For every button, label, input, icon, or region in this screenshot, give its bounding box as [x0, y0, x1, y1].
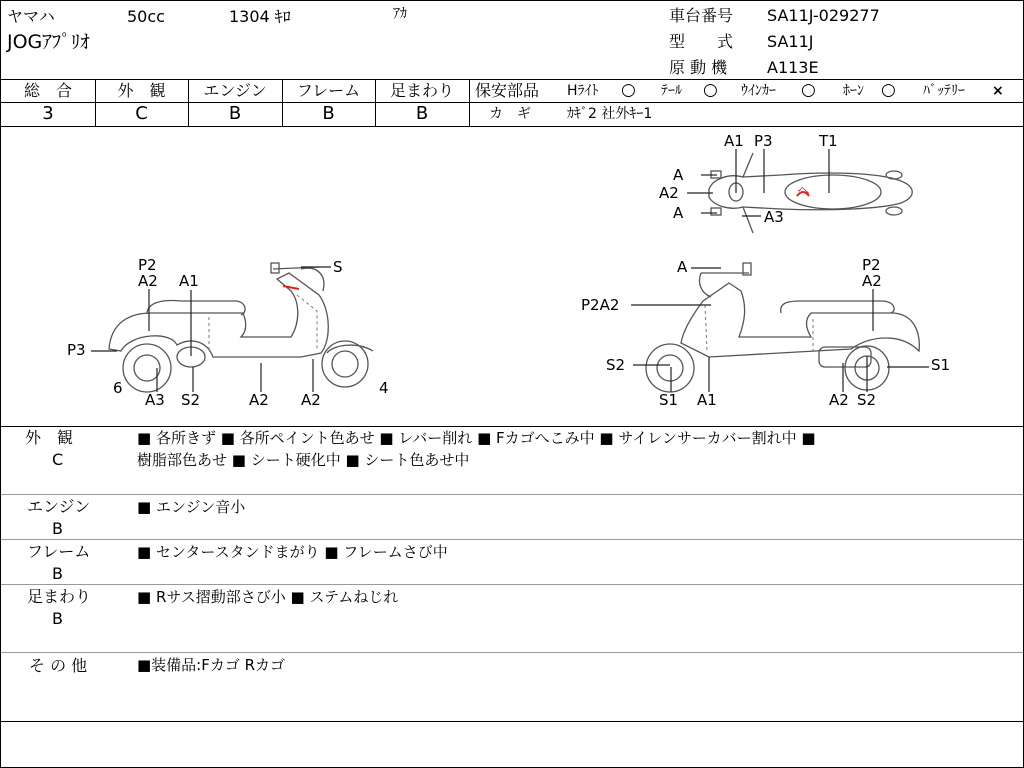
- maker: ヤマハ: [7, 7, 55, 26]
- diagram-label: A1: [179, 272, 199, 290]
- safety-mark-horn: ○: [881, 80, 896, 100]
- scratch-mark: ヘ: [797, 184, 811, 199]
- divider: [469, 102, 1023, 103]
- divider: [469, 79, 470, 126]
- remark-line: ■ エンジン音小: [137, 498, 246, 516]
- safety-item-battery: ﾊﾞｯﾃﾘｰ: [923, 83, 965, 99]
- diagram-label: A2: [829, 391, 849, 409]
- right-side-view: [631, 263, 929, 392]
- grade-label-overall: 総 合: [23, 81, 72, 100]
- frame-no-label: 車台番号: [669, 6, 734, 25]
- key-label: カ ギ: [489, 106, 531, 122]
- diagram-label: A2: [862, 272, 882, 290]
- remark-grade-exterior: C: [52, 450, 64, 469]
- remark-line: ■ センタースタンドまがり ■ フレームさび中: [137, 543, 448, 561]
- diagram-label: A2: [659, 184, 679, 202]
- grade-label-engine: エンジン: [203, 81, 267, 100]
- remark-line: ■装備品:Fカゴ Rカゴ: [137, 656, 286, 674]
- diagram-label: A: [673, 166, 684, 184]
- grade-label-exterior: 外 観: [117, 81, 166, 100]
- grade-value-frame: B: [322, 103, 335, 124]
- diagram-label: P2: [138, 256, 157, 274]
- diagram-label: 4: [379, 379, 389, 397]
- diagram-label: P3: [67, 341, 86, 359]
- safety-mark-battery: ×: [992, 83, 1004, 99]
- grade-value-engine: B: [228, 103, 242, 124]
- diagram-label: A: [673, 204, 684, 222]
- divider: [1, 652, 1023, 653]
- left-side-view: [91, 263, 373, 392]
- diagram-label: A2: [138, 272, 158, 290]
- type-value: SA11J: [767, 32, 814, 51]
- safety-item-tail: ﾃｰﾙ: [661, 83, 682, 99]
- frame-no-value: SA11J-029277: [767, 6, 880, 25]
- safety-mark-tail: ○: [703, 80, 718, 100]
- diagram-label: A: [677, 258, 688, 276]
- diagram-label: S2: [606, 356, 626, 374]
- mileage: 1304 ｷﾛ: [229, 7, 291, 26]
- diagram-label: P2A2: [581, 296, 620, 314]
- grade-value-overall: 3: [42, 103, 54, 124]
- safety-mark-winker: ○: [801, 80, 816, 100]
- grade-value-exterior: C: [135, 103, 148, 124]
- grade-label-frame: フレーム: [296, 81, 361, 100]
- remark-label-engine: エンジン: [27, 497, 91, 516]
- divider: [1, 494, 1023, 495]
- remark-label-exterior: 外 観: [25, 428, 74, 447]
- safety-title: 保安部品: [475, 81, 540, 100]
- remark-line: ■ Rサス摺動部さび小 ■ ステムねじれ: [137, 588, 399, 606]
- key-value: ｶｷﾞ2 社外ｷｰ1: [567, 106, 653, 122]
- diagram-label: S2: [181, 391, 201, 409]
- remark-line: 樹脂部色あせ ■ シート硬化中 ■ シート色あせ中: [137, 451, 470, 469]
- remark-label-suspension: 足まわり: [27, 587, 92, 606]
- divider: [1, 79, 1023, 80]
- engine-value: A113E: [767, 58, 819, 77]
- remark-label-frame: フレーム: [27, 542, 91, 561]
- diagram-label: P3: [754, 132, 773, 150]
- divider: [1, 539, 1023, 540]
- remark-label-other: そ の 他: [29, 656, 88, 675]
- remark-grade-suspension: B: [52, 609, 63, 628]
- divider: [1, 721, 1023, 722]
- diagram-label: A1: [724, 132, 744, 150]
- divider: [1, 584, 1023, 585]
- color: ｱｶ: [393, 6, 407, 22]
- grade-label-suspension: 足まわり: [389, 81, 454, 100]
- diagram-label: A3: [764, 208, 784, 226]
- remark-grade-frame: B: [52, 564, 63, 583]
- displacement: 50cc: [127, 7, 165, 26]
- engine-label: 原 動 機: [669, 58, 728, 77]
- remark-line: ■ 各所きず ■ 各所ペイント色あせ ■ レバー削れ ■ Fカゴへこみ中 ■ サイレンサーカバー割れ中 ■: [137, 429, 816, 447]
- remark-grade-engine: B: [52, 519, 63, 538]
- safety-item-headlight: Hﾗｲﾄ: [567, 83, 599, 99]
- diagram-label: S: [333, 258, 343, 276]
- diagram-label: A3: [145, 391, 165, 409]
- safety-mark-headlight: ○: [621, 80, 636, 100]
- grade-value-suspension: B: [415, 103, 429, 124]
- diagram-label: 6: [113, 379, 123, 397]
- diagram-label: A2: [301, 391, 321, 409]
- type-label: 型 式: [669, 32, 734, 51]
- model-name: JOGｱﾌﾟﾘｵ: [7, 31, 90, 53]
- diagram-label: P2: [862, 256, 881, 274]
- safety-item-horn: ﾎｰﾝ: [843, 83, 864, 99]
- diagram-label: S1: [659, 391, 679, 409]
- diagram-label: S2: [857, 391, 877, 409]
- safety-item-winker: ｳｲﾝｶｰ: [741, 83, 776, 99]
- diagram-label: A1: [697, 391, 717, 409]
- divider: [1, 426, 1023, 427]
- diagram-label: A2: [249, 391, 269, 409]
- diagram-label: S1: [931, 356, 951, 374]
- diagram-label: T1: [819, 132, 838, 150]
